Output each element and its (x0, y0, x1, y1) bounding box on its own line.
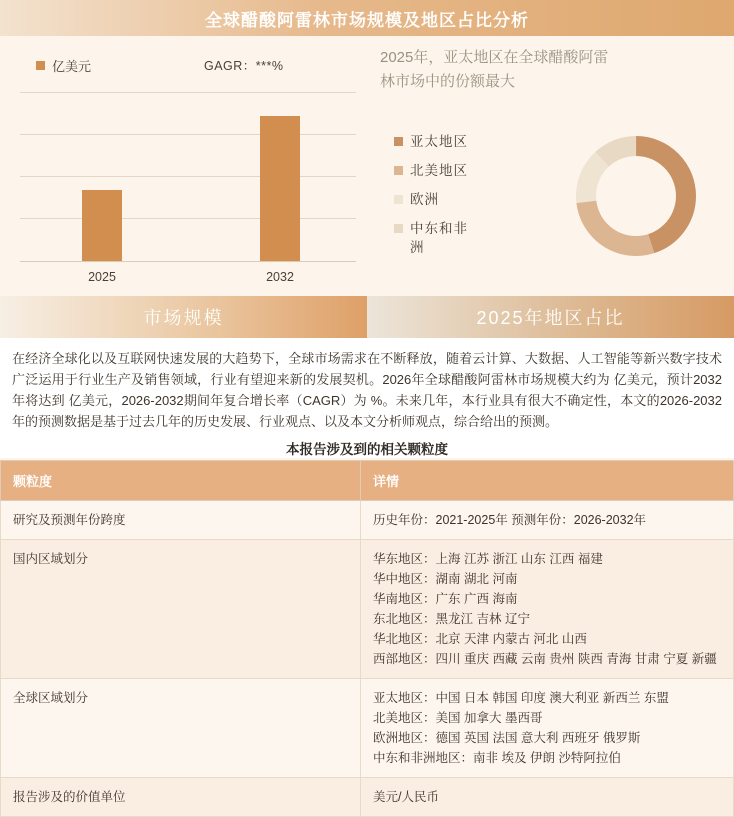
detail-line: 华中地区：湖南 湖北 河南 (373, 572, 518, 586)
table-cell-label: 全球区域划分 (1, 679, 361, 778)
legend-swatch-icon (394, 195, 403, 204)
detail-line: 西部地区：四川 重庆 西藏 云南 贵州 陕西 青海 甘肃 宁夏 新疆 (373, 652, 717, 666)
legend-swatch-icon (36, 61, 45, 70)
donut-chart-legend (394, 132, 514, 267)
table-header-detail: 详情 (361, 461, 734, 501)
detail-line: 华南地区：广东 广西 海南 (373, 592, 518, 606)
table-row (1, 540, 734, 679)
detail-line: 历史年份：2021-2025年 预测年份：2026-2032年 (373, 513, 647, 527)
table-row (1, 778, 734, 817)
legend-label: 欧洲 (410, 192, 439, 207)
table-row (1, 501, 734, 540)
banner-region-share (367, 296, 734, 338)
charts-area (0, 36, 734, 296)
detail-line: 东北地区：黑龙江 吉林 辽宁 (373, 612, 530, 626)
table-cell-label: 报告涉及的价值单位 (1, 778, 361, 817)
table-cell-label: 国内区域划分 (1, 540, 361, 679)
table-sub-title: 本报告涉及到的相关颗粒度 (0, 438, 734, 458)
bar-2025 (82, 190, 122, 261)
table-cell-detail (361, 778, 734, 817)
donut-chart-graphic (556, 116, 716, 276)
legend-label: 中东和非洲 (410, 221, 468, 255)
x-tick-label: 2025 (88, 270, 116, 284)
detail-line: 欧洲地区：德国 英国 法国 意大利 西班牙 俄罗斯 (373, 731, 641, 745)
page-title-bar (0, 0, 734, 36)
bar-chart-legend-label: 亿美元 (52, 59, 92, 74)
banner-market-size-label: 市场规模 (143, 308, 224, 328)
detail-line: 华北地区：北京 天津 内蒙古 河北 山西 (373, 632, 587, 646)
donut-chart-caption: 2025年，亚太地区在全球醋酸阿雷林市场中的份额最大 (380, 49, 609, 90)
table-cell-detail (361, 540, 734, 679)
detail-line: 亚太地区：中国 日本 韩国 印度 澳大利亚 新西兰 东盟 (373, 691, 669, 705)
legend-label: 亚太地区 (410, 134, 468, 149)
bar-2032 (260, 116, 300, 261)
table-cell-label: 研究及预测年份跨度 (1, 501, 361, 540)
donut-hole (596, 156, 676, 236)
banner-region-share-label: 2025年地区占比 (476, 308, 625, 328)
detail-line: 华东地区：上海 江苏 浙江 山东 江西 福建 (373, 552, 603, 566)
legend-swatch-icon (394, 166, 403, 175)
table-row (1, 679, 734, 778)
legend-item-europe (394, 190, 514, 209)
legend-swatch-icon (394, 224, 403, 233)
table-cell-detail (361, 501, 734, 540)
detail-line: 美元/人民币 (373, 790, 439, 804)
bar-chart-gagr-annotation: GAGR：***% (204, 59, 284, 73)
detail-line: 中东和非洲地区：南非 埃及 伊朗 沙特阿拉伯 (373, 751, 621, 765)
bar-chart-x-labels (20, 270, 356, 288)
gridline (20, 134, 356, 135)
table-header-granularity: 颗粒度 (1, 461, 361, 501)
x-tick-label: 2032 (266, 270, 294, 284)
gridline (20, 218, 356, 219)
summary-paragraph: 在经济全球化以及互联网快速发展的大趋势下，全球市场需求在不断释放，随着云计算、大数据、人工智能等新兴数字技术广泛运用于行业生产及销售领域，行业有望迎来新的发展契机。2026年全球醋酸阿雷林市场规模大约为 亿美元，预计2032年将达到 亿美元，2026-2032期间年复合增长率（CAGR）为 %。未来几年，本行业具有很大不确定性，本文的2026-2032年的预测数据是基于过去几年的历史发展、行业观点、以及本文分析师观点，综合给出的预测。 (0, 338, 734, 438)
legend-item-north-america (394, 161, 514, 180)
x-axis (20, 261, 356, 262)
detail-line: 北美地区：美国 加拿大 墨西哥 (373, 711, 543, 725)
legend-swatch-icon (394, 137, 403, 146)
gridline (20, 176, 356, 177)
donut-chart (366, 36, 734, 296)
page-title: 全球醋酸阿雷林市场规模及地区占比分析 (205, 10, 529, 30)
table-cell-detail (361, 679, 734, 778)
legend-item-asia-pacific (394, 132, 514, 151)
bar-chart (8, 42, 366, 292)
bar-chart-plot (20, 92, 356, 262)
bar-chart-legend (36, 56, 91, 75)
banner-market-size (0, 296, 367, 338)
section-banners (0, 296, 734, 338)
gridline (20, 92, 356, 93)
legend-item-middle-east-africa (394, 219, 514, 257)
granularity-table (0, 460, 734, 817)
legend-label: 北美地区 (410, 163, 468, 178)
table-header-row (1, 461, 734, 501)
